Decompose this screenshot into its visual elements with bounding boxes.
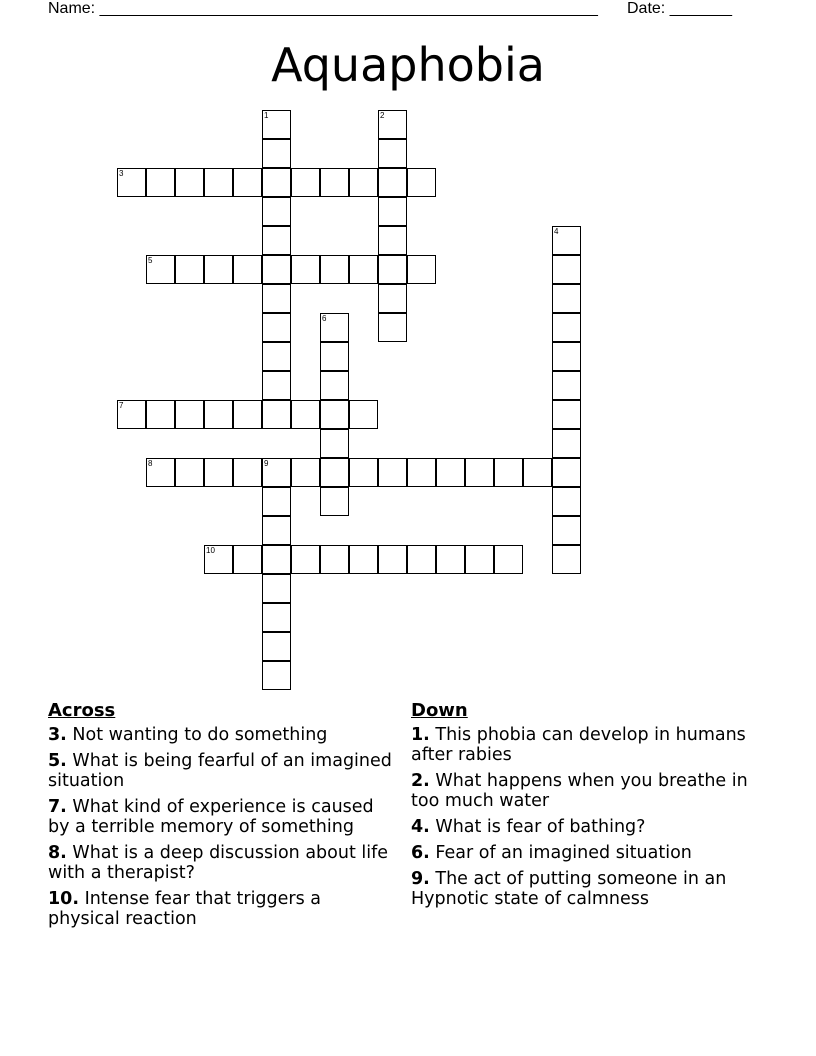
grid-cell[interactable] [262,342,291,371]
grid-cell[interactable] [407,545,436,574]
grid-cell[interactable] [204,458,233,487]
grid-cell[interactable] [233,400,262,429]
grid-cell[interactable] [378,284,407,313]
clue-number: 4 [554,227,559,236]
grid-cell[interactable] [175,168,204,197]
grid-cell[interactable] [262,603,291,632]
grid-cell[interactable] [349,400,378,429]
grid-cell[interactable] [378,458,407,487]
grid-cell[interactable] [378,139,407,168]
grid-cell[interactable] [552,284,581,313]
down-clue-1: 1. This phobia can develop in humans after rabies [411,725,746,765]
clue-number: 8 [148,459,153,468]
grid-cell[interactable] [465,545,494,574]
grid-cell[interactable] [262,139,291,168]
grid-cell[interactable] [378,110,407,139]
grid-cell[interactable] [146,400,175,429]
grid-cell[interactable] [552,429,581,458]
grid-cell[interactable] [552,458,581,487]
grid-cell[interactable] [175,458,204,487]
grid-cell[interactable] [320,168,349,197]
down-clue-6: 6. Fear of an imagined situation [411,843,692,863]
grid-cell[interactable] [262,255,291,284]
grid-cell[interactable] [349,168,378,197]
grid-cell[interactable] [233,458,262,487]
clue-number: 10 [206,546,215,555]
grid-cell[interactable] [204,255,233,284]
down-clue-9: 9. The act of putting someone in an Hypnotic state of calmness [411,869,727,909]
grid-cell[interactable] [233,255,262,284]
grid-cell[interactable] [262,545,291,574]
across-clues [48,700,393,935]
grid-cell[interactable] [117,400,146,429]
grid-cell[interactable] [204,400,233,429]
grid-cell[interactable] [552,226,581,255]
grid-cell[interactable] [378,226,407,255]
grid-cell[interactable] [494,458,523,487]
grid-cell[interactable] [552,516,581,545]
grid-cell[interactable] [146,168,175,197]
grid-cell[interactable] [320,255,349,284]
clue-number: 9 [264,459,269,468]
clue-number: 1 [264,111,269,120]
grid-cell[interactable] [378,168,407,197]
grid-cell[interactable] [407,255,436,284]
down-clue-4: 4. What is fear of bathing? [411,817,646,837]
grid-cell[interactable] [349,545,378,574]
grid-cell[interactable] [552,371,581,400]
down-heading: Down [411,700,468,721]
clue-number: 3 [119,169,124,178]
grid-cell[interactable] [146,458,175,487]
grid-cell[interactable] [552,255,581,284]
grid-cell[interactable] [262,168,291,197]
grid-cell[interactable] [320,487,349,516]
grid-cell[interactable] [117,168,146,197]
puzzle-title: Aquaphobia [271,38,545,92]
grid-cell[interactable] [262,516,291,545]
grid-cell[interactable] [320,342,349,371]
across-clue-5: 5. What is being fearful of an imagined situation [48,751,392,791]
grid-cell[interactable] [262,110,291,139]
across-clue-8: 8. What is a deep discussion about life with a therapist? [48,843,389,883]
grid-cell[interactable] [494,545,523,574]
grid-cell[interactable] [320,313,349,342]
grid-cell[interactable] [378,545,407,574]
grid-cell[interactable] [552,545,581,574]
grid-cell[interactable] [320,545,349,574]
grid-cell[interactable] [204,168,233,197]
grid-cell[interactable] [436,545,465,574]
grid-cell[interactable] [262,400,291,429]
grid-cell[interactable] [233,168,262,197]
down-clues [411,700,756,915]
grid-cell[interactable] [291,458,320,487]
clue-number: 6 [322,314,327,323]
grid-cell[interactable] [262,661,291,690]
grid-cell[interactable] [378,255,407,284]
across-clue-7: 7. What kind of experience is caused by a terrible memory of something [48,797,374,837]
grid-cell[interactable] [146,255,175,284]
grid-cell[interactable] [233,545,262,574]
grid-cell[interactable] [320,371,349,400]
clue-number: 5 [148,256,153,265]
grid-cell[interactable] [262,284,291,313]
grid-cell[interactable] [320,400,349,429]
grid-cell[interactable] [378,197,407,226]
name-field[interactable]: Name: ________________________________________________________ [48,0,598,17]
grid-cell[interactable] [378,313,407,342]
down-clue-2: 2. What happens when you breathe in too much water [411,771,748,811]
grid-cell[interactable] [407,458,436,487]
grid-cell[interactable] [552,487,581,516]
grid-cell[interactable] [175,400,204,429]
clue-number: 2 [380,111,385,120]
grid-cell[interactable] [465,458,494,487]
across-clue-3: 3. Not wanting to do something [48,725,328,745]
grid-cell[interactable] [262,197,291,226]
grid-cell[interactable] [262,458,291,487]
grid-cell[interactable] [436,458,465,487]
grid-cell[interactable] [291,545,320,574]
date-field[interactable]: Date: _______ [627,0,732,17]
across-heading: Across [48,700,116,721]
grid-cell[interactable] [349,458,378,487]
across-clue-10: 10. Intense fear that triggers a physical reaction [48,889,322,929]
grid-cell[interactable] [523,458,552,487]
grid-cell[interactable] [175,255,204,284]
grid-cell[interactable] [262,487,291,516]
grid-cell[interactable] [262,313,291,342]
grid-cell[interactable] [262,574,291,603]
grid-cell[interactable] [320,429,349,458]
grid-cell[interactable] [552,313,581,342]
grid-cell[interactable] [291,168,320,197]
grid-cell[interactable] [349,255,378,284]
grid-cell[interactable] [262,632,291,661]
grid-cell[interactable] [552,400,581,429]
grid-cell[interactable] [407,168,436,197]
grid-cell[interactable] [552,342,581,371]
grid-cell[interactable] [291,255,320,284]
grid-cell[interactable] [204,545,233,574]
grid-cell[interactable] [320,458,349,487]
grid-cell[interactable] [262,226,291,255]
grid-cell[interactable] [291,400,320,429]
grid-cell[interactable] [262,371,291,400]
clue-number: 7 [119,401,124,410]
